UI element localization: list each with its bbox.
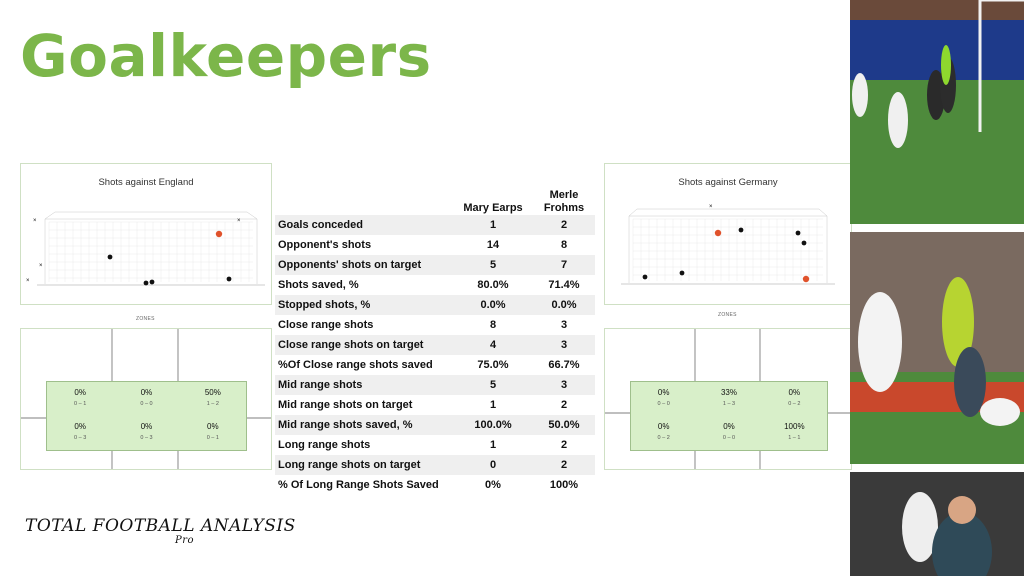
frohms-value: 50.0% — [548, 419, 580, 431]
earps-value: 80.0% — [477, 279, 509, 291]
earps-value: 100.0% — [474, 419, 512, 431]
table-row — [275, 295, 595, 315]
germany-shots-title: Shots against Germany — [678, 177, 778, 188]
england-zones-label: ZONES — [136, 316, 155, 322]
table-row — [275, 315, 595, 335]
germany-zones-panel — [604, 328, 852, 470]
save-marker — [739, 228, 744, 233]
germany-shots-panel — [604, 163, 852, 305]
frohms-value: 7 — [560, 259, 568, 271]
table-row — [275, 215, 595, 235]
match-photo-middle — [850, 232, 1024, 464]
table-row — [275, 255, 595, 275]
save-marker — [108, 255, 113, 260]
goalkeeper-stats-table — [275, 189, 595, 495]
photo-column — [850, 0, 1024, 576]
england-zones-panel — [20, 328, 272, 470]
row-label: Mid range shots on target — [278, 399, 413, 411]
row-label: Long range shots — [278, 439, 371, 451]
germany-zone-grid — [630, 381, 828, 451]
row-label: Close range shots — [278, 319, 374, 331]
save-marker — [643, 275, 648, 280]
row-label: Mid range shots saved, % — [278, 419, 413, 431]
row-label: %Of Close range shots saved — [278, 359, 433, 371]
row-label: Close range shots on target — [278, 339, 424, 351]
zone-cell: 0% 0 – 3 — [140, 422, 153, 441]
england-zone-grid — [46, 381, 247, 451]
zone-cell: 33% 1 – 3 — [720, 388, 737, 407]
goal-marker — [715, 230, 721, 236]
frohms-value: 3 — [560, 379, 568, 391]
table-row — [275, 455, 595, 475]
frohms-value: 66.7% — [548, 359, 580, 371]
earps-value: 4 — [489, 339, 497, 351]
earps-value: 5 — [489, 379, 497, 391]
frohms-value: 71.4% — [548, 279, 580, 291]
zone-cell: 0% 0 – 2 — [657, 422, 670, 441]
earps-value: 0.0% — [480, 299, 506, 311]
match-photo-bottom — [850, 472, 1024, 576]
table-row — [275, 395, 595, 415]
frohms-value: 100% — [549, 479, 579, 491]
save-marker — [150, 280, 155, 285]
frohms-value: 2 — [560, 399, 568, 411]
zone-cell: 0% 0 – 1 — [206, 422, 219, 441]
save-marker — [796, 231, 801, 236]
zone-cell: 0% 0 – 2 — [788, 388, 801, 407]
germany-zones-label: ZONES — [718, 312, 737, 318]
table-row — [275, 375, 595, 395]
save-marker — [680, 271, 685, 276]
row-label: % Of Long Range Shots Saved — [278, 479, 439, 491]
column-header-earps: Mary Earps — [463, 202, 523, 214]
miss-marker: × — [26, 278, 30, 284]
england-goal-map — [21, 164, 271, 304]
row-label: Goals conceded — [278, 219, 363, 231]
earps-value: 75.0% — [477, 359, 509, 371]
zone-cell: 0% 0 – 0 — [140, 388, 153, 407]
page-title: Goalkeepers — [20, 22, 432, 90]
row-label: Mid range shots — [278, 379, 363, 391]
germany-goal-map — [605, 164, 851, 304]
table-row — [275, 335, 595, 355]
zone-cell: 0% 0 – 1 — [74, 388, 87, 407]
row-label: Long range shots on target — [278, 459, 421, 471]
save-marker — [227, 277, 232, 282]
goal-marker — [803, 276, 809, 282]
miss-marker: × — [39, 263, 43, 269]
miss-marker: × — [33, 218, 37, 224]
england-shots-panel — [20, 163, 272, 305]
match-photo-top — [850, 0, 1024, 224]
miss-marker: × — [709, 204, 713, 210]
goal-marker — [216, 231, 222, 237]
frohms-value: 0.0% — [551, 299, 577, 311]
save-marker — [144, 281, 149, 286]
row-label: Opponents' shots on target — [278, 259, 422, 271]
row-label: Opponent's shots — [278, 239, 372, 251]
table-row — [275, 275, 595, 295]
zone-cell: 0% 0 – 3 — [74, 422, 87, 441]
miss-marker: × — [237, 218, 241, 224]
frohms-value: 2 — [560, 219, 568, 231]
row-label: Stopped shots, % — [278, 299, 371, 311]
earps-value: 1 — [489, 399, 497, 411]
row-label: Shots saved, % — [278, 279, 359, 291]
england-shot-markers — [26, 218, 241, 285]
frohms-value: 3 — [560, 319, 568, 331]
earps-value: 8 — [489, 319, 497, 331]
table-row — [275, 475, 595, 495]
frohms-value: 3 — [560, 339, 568, 351]
frohms-value: 2 — [560, 459, 568, 471]
zone-cell: 0% 0 – 0 — [722, 422, 736, 441]
zone-cell: 0% 0 – 0 — [657, 388, 670, 407]
frohms-value: 2 — [560, 439, 568, 451]
earps-value: 0% — [485, 479, 501, 491]
column-header-frohms: Merle Frohms — [543, 189, 585, 214]
total-football-analysis-logo: TOTAL FOOTBALL ANALYSIS Pro — [25, 516, 296, 546]
earps-value: 14 — [486, 239, 500, 251]
zone-cell: 50% 1 – 2 — [204, 388, 221, 407]
frohms-value: 8 — [560, 239, 568, 251]
table-row — [275, 415, 595, 435]
table-body — [275, 215, 595, 495]
table-row — [275, 435, 595, 455]
earps-value: 0 — [489, 459, 497, 471]
table-row — [275, 355, 595, 375]
england-shots-title: Shots against England — [98, 177, 194, 188]
table-row — [275, 235, 595, 255]
save-marker — [802, 241, 807, 246]
table-header — [275, 189, 595, 215]
earps-value: 1 — [489, 439, 497, 451]
zone-cell: 100% 1 – 1 — [784, 422, 805, 441]
earps-value: 1 — [489, 219, 497, 231]
earps-value: 5 — [489, 259, 497, 271]
